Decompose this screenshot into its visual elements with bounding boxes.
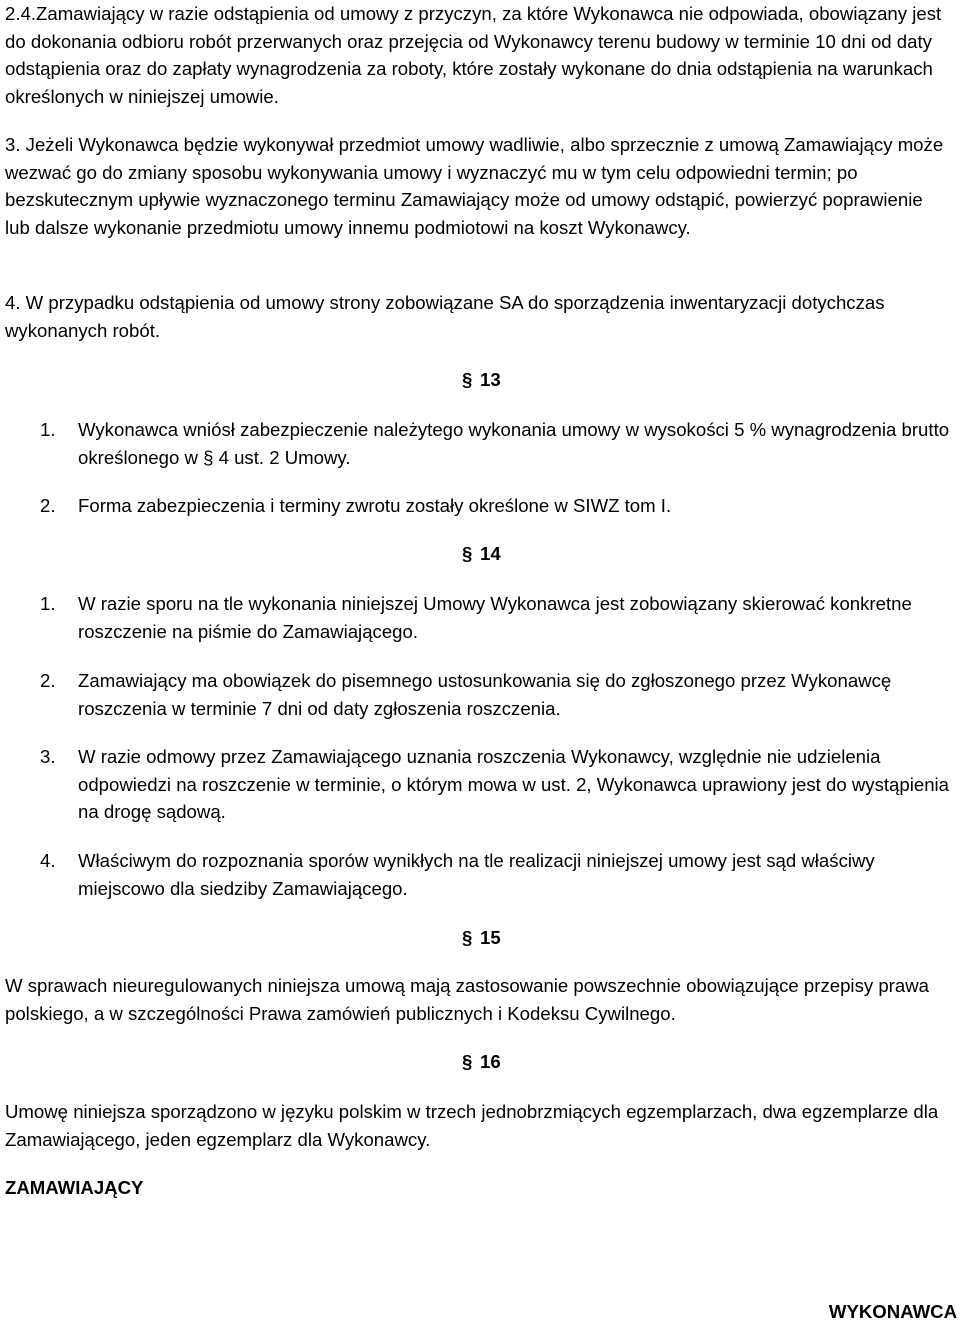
item-text: Wykonawca wniósł zabezpieczenie należytego wykonania umowy w wysokości 5 % wynagrodzenia brutto określonego w § 4 ust. 2 Umowy. (78, 419, 950, 468)
section-14-item-3 (40, 743, 950, 826)
section-symbol: § (462, 927, 473, 948)
section-heading-13 (462, 368, 501, 392)
item-text: W razie sporu na tle wykonania niniejszej Umowy Wykonawca jest zobowiązany skierować konkretne roszczenie na piśmie do Zamawiającego. (78, 593, 912, 642)
item-number: 1. (40, 419, 56, 440)
section-heading-16 (462, 1050, 501, 1074)
item-text: Zamawiający ma obowiązek do pisemnego ustosunkowania się do zgłoszonego przez Wykonawcę roszczenia w terminie 7 dni od daty zgłoszenia roszczenia. (78, 670, 892, 719)
item-number: 1. (40, 593, 56, 614)
item-number: 2. (40, 670, 56, 691)
section-15-text: W sprawach nieuregulowanych niniejsza umową mają zastosowanie powszechnie obowiązujące przepisy prawa polskiego, a w szczególności Prawa zamówień publicznych i Kodeksu Cywilnego. (5, 975, 929, 1024)
section-heading-14 (462, 542, 501, 566)
section-symbol: § (462, 1051, 473, 1072)
section-number: 13 (480, 369, 501, 390)
signature-zamawiajacy: ZAMAWIAJĄCY (5, 1177, 144, 1198)
item-number: 3. (40, 746, 56, 767)
section-16-text: Umowę niniejsza sporządzono w języku polskim w trzech jednobrzmiących egzemplarzach, dwa egzemplarze dla Zamawiającego, jeden egzemplarz dla Wykonawcy. (5, 1101, 939, 1150)
section-symbol: § (462, 543, 473, 564)
section-14-item-2 (40, 667, 950, 722)
paragraph-3: 3. Jeżeli Wykonawca będzie wykonywał przedmiot umowy wadliwie, albo sprzecznie z umową Zamawiający może wezwać go do zmiany sposobu wykonywania umowy i wyznaczyć mu w tym celu odpowiedni termin; po bezskutecznym upływie wyznaczonego terminu Zamawiający może od umowy odstąpić, powierzyć poprawienie lub dalsze wykonanie przedmiotu umowy innemu podmiotowi na koszt Wykonawcy. (5, 134, 944, 238)
section-14-item-4 (40, 847, 950, 902)
section-number: 14 (480, 543, 501, 564)
item-text: Forma zabezpieczenia i terminy zwrotu zostały określone w SIWZ tom I. (78, 495, 672, 516)
paragraph-4: 4. W przypadku odstąpienia od umowy strony zobowiązane SA do sporządzenia inwentaryzacji dotychczas wykonanych robót. (5, 292, 885, 341)
item-number: 4. (40, 850, 56, 871)
section-heading-15 (462, 926, 501, 950)
section-number: 16 (480, 1051, 501, 1072)
item-number: 2. (40, 495, 56, 516)
section-13-item-1 (40, 416, 950, 471)
section-14-item-1 (40, 590, 950, 645)
item-text: W razie odmowy przez Zamawiającego uznania roszczenia Wykonawcy, względnie nie udzielenia odpowiedzi na roszczenie w terminie, o którym mowa w ust. 2, Wykonawca uprawiony jest do wystąpienia na drogę sądową. (78, 746, 950, 822)
item-text: Właściwym do rozpoznania sporów wynikłych na tle realizacji niniejszej umowy jest sąd właściwy miejscowo dla siedziby Zamawiającego. (78, 850, 875, 899)
section-number: 15 (480, 927, 501, 948)
paragraph-2-4: 2.4.Zamawiający w razie odstąpienia od umowy z przyczyn, za które Wykonawca nie odpowiada, obowiązany jest do dokonania odbioru robót przerwanych oraz przejęcia od Wykonawcy terenu budowy w terminie 10 dni od daty odstąpienia oraz do zapłaty wynagrodzenia za roboty, które zostały wykonane do dnia odstąpienia na warunkach określonych w niniejszej umowie. (5, 3, 942, 107)
section-symbol: § (462, 369, 473, 390)
section-13-item-2 (40, 492, 950, 520)
signature-wykonawca: WYKONAWCA (828, 1301, 957, 1322)
